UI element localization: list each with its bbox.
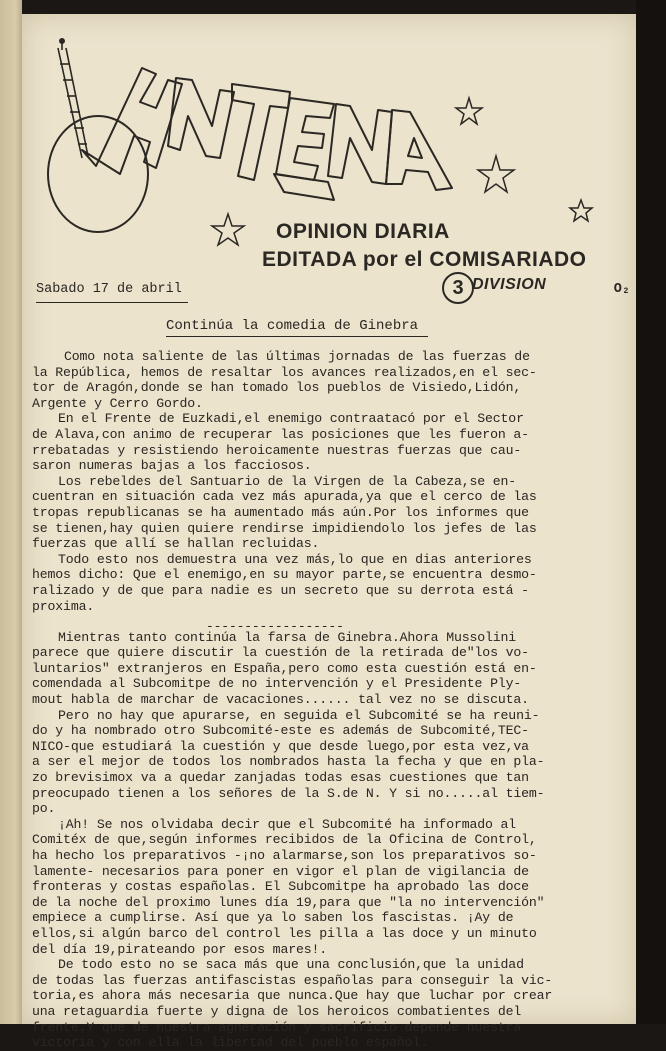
article-body [32,349,636,1051]
article-line: la República, hemos de resaltar los avances realizados,en el sec- [32,364,537,380]
article-line: Como nota saliente de las últimas jornadas de las fuerzas de [64,349,530,364]
article-line: ralizado y de que para nadie es un secreto que su derrota está - [32,582,529,598]
adjacent-page-edge [0,0,22,1024]
article-line: de la noche del proximo lunes día 19,para que "la no intervención" [32,894,545,910]
article-line: proxima. [32,598,95,614]
article-line: de Alava,con animo de recuperar las posiciones que les fueron a- [32,426,529,442]
article-line: victoria y con ella la libertad del pueblo español. [32,1035,428,1051]
article-line: En el Frente de Euzkadi,el enemigo contraatacó por el Sector [58,411,524,427]
star-icon [478,156,514,192]
article-line: del día 19,pirateando por esos mares!. [32,941,328,957]
article-line: Los rebeldes del Santuario de la Virgen de la Cabeza,se en- [58,473,517,489]
section-divider-text: ------------------ [206,619,344,635]
article-line: fuerzas que allí se hallan recluidas. [32,536,320,552]
antenna-icon [58,39,88,158]
article-line: frente.Y que de nuestra agneración y sacrificio depende nuestra [32,1019,522,1035]
article-line: hemos dicho: Que el enemigo,en su mayor parte,se encuentra desmo- [32,567,537,583]
masthead [36,38,636,298]
scan-background-edge [636,0,666,1024]
masthead-subtitle-editor: EDITADA por el COMISARIADO [262,248,587,271]
article-line: Comitéx de que,según informes recibidos de la Oficina de Control, [32,832,537,848]
article-line: tor de Aragón,donde se han tomado los pueblos de Visiedo,Lidón, [32,380,522,396]
article-line: a ser el mejor de todos los nombrados hasta la fecha y que en pla- [32,754,545,770]
masthead-subtitle-opinion: OPINION DIARIA [276,220,450,243]
article-line: toria,es ahora más necesaria que nunca.Que hay que luchar por crear [32,988,553,1004]
star-icon [212,214,244,245]
article-line: ellos,si algún barco del control les pilla a las doce y un minuto [32,925,537,941]
masthead-division-label: DIVISION [472,276,547,293]
article-line: cuentran en situación cada vez más apurada,ya que el cerco de las [32,489,537,505]
article-line: mout habla de marchar de vacaciones...... tal vez no se discuta. [32,692,529,708]
article-line: Todo esto nos demuestra una vez más,lo que en dias anteriores [58,551,532,567]
article-line: saron numeras bajas a los facciosos. [32,458,312,474]
star-icon [570,200,592,221]
article-line: NICO-que estudiará la cuestión y que desde luego,por esta vez,va [32,738,529,754]
article-line: zo brevisimox va a quedar zanjadas todas esas cuestiones que tan [32,770,529,786]
article-line: comendada al Subcomitpe de no intervención y el Presidente Ply- [32,676,522,692]
issue-date: Sabado 17 de abril [36,282,182,297]
article-line: de todas las fuerzas antifascistas españolas para conseguir la vic- [32,972,553,988]
logo-title-letters [82,68,452,200]
article-line: ¡Ah! Se nos olvidaba decir que el Subcomité ha informado al [58,816,517,832]
article-line: una retaguardia fuerte y digna de los heroicos combatientes del [32,1003,522,1019]
article-line: po. [32,801,56,817]
article-line: tropas republicanas se ha aumentado más aún.Por los informes que [32,504,529,520]
headline-underline [166,336,428,337]
date-underline [36,302,188,303]
article-line: rrebatadas y resistiendo heroicamente nuestras fuerzas que cau- [32,442,522,458]
article-line: do y ha nombrado otro Subcomité-este es además de Subcomité,TEC- [32,723,529,739]
article-line: parece que quiere discutir la cuestión de la retirada de"los vo- [32,645,529,661]
article-line: Mientras tanto continúa la farsa de Ginebra.Ahora Mussolini [58,629,517,645]
article-line: luntarios" extranjeros en España,pero como esta cuestión está en- [32,660,537,676]
article-line: ha hecho los preparativos -¡no alarmarse,son los preparativos so- [32,848,537,863]
article-line: fronteras y costas españolas. El Subcomitpe ha aprobado las doce [32,879,529,895]
headline: Continúa la comedia de Ginebra [166,318,419,334]
article-line: De todo esto no se saca más que una conclusión,que la unidad [58,957,524,973]
star-icon [456,98,482,124]
article-line: se tienen,hay quien quiere rendirse impidiendolo los jefes de las [32,520,537,536]
article-line: empiece a cumplirse. Así que ya lo saben los fascistas. ¡Ay de [32,910,514,926]
globe-icon [48,116,148,232]
section-divider [32,614,636,635]
article-line: Argente y Cerro Gordo. [32,395,203,411]
article-line: Pero no hay que apurarse, en seguida el Subcomité se ha reuni- [58,707,540,723]
division-number-badge: 3 [442,272,474,304]
corner-mark: O₂ [613,282,630,297]
article-line: lamente- necesarios para poner en vigor el plan de vigilancia de [32,863,529,879]
newspaper-page [22,14,636,1051]
article-line: preocupado tienen a los señores de la S.de N. Y si no.....al tiem- [32,785,545,801]
